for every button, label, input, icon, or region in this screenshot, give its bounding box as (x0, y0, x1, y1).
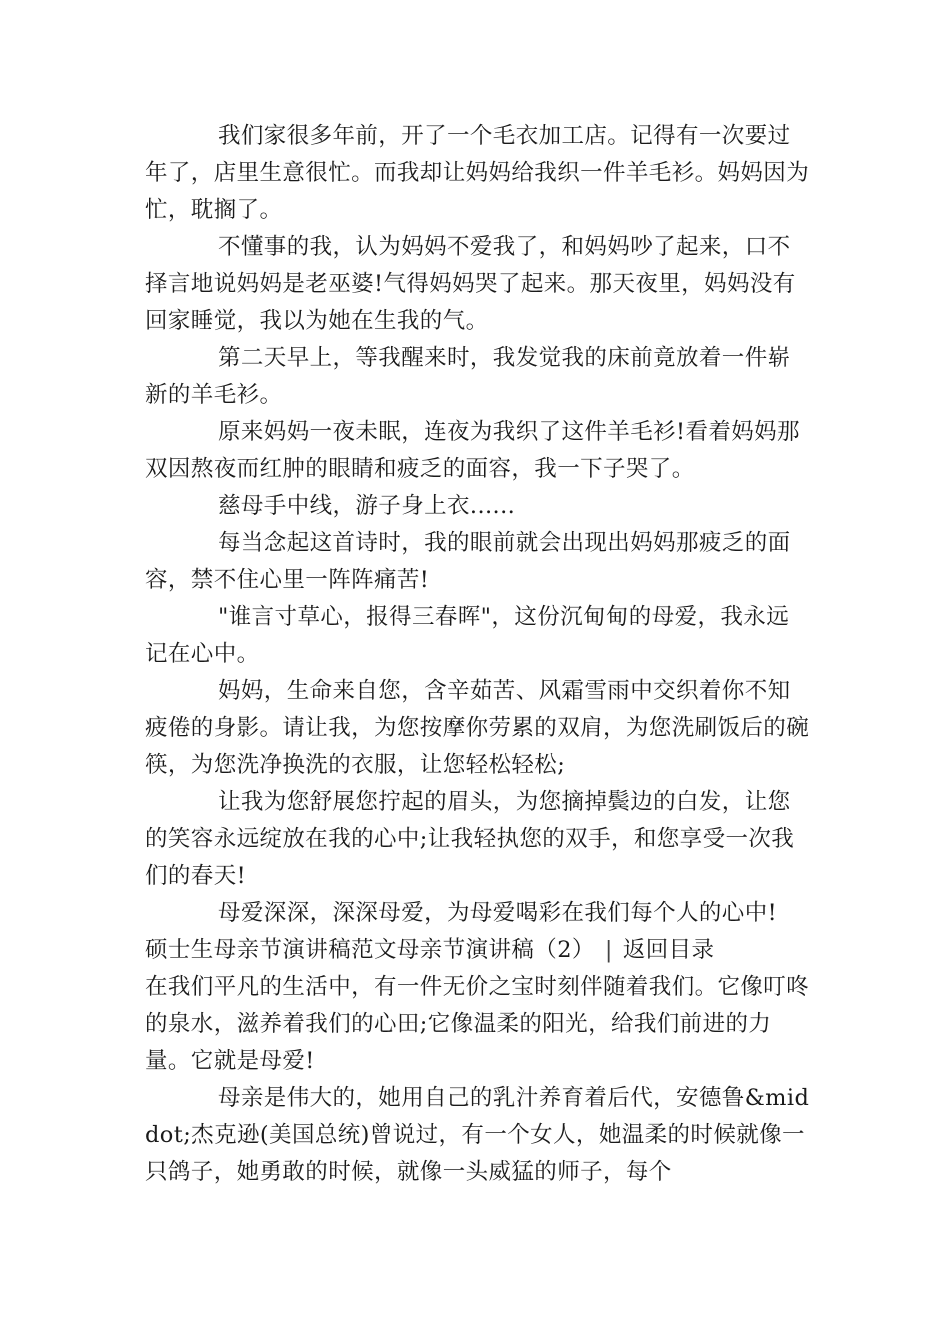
section-heading: 硕士生母亲节演讲稿范文母亲节演讲稿（2） (145, 937, 595, 963)
paragraph: 让我为您舒展您拧起的眉头，为您摘掉鬓边的白发，让您的笑容永远绽放在我的心中;让我轻执您的双手，和您享受一次我们的春天! (145, 789, 795, 889)
paragraph: 慈母手中线，游子身上衣...... (218, 493, 516, 519)
paragraph: 母爱深深，深深母爱，为母爱喝彩在我们每个人的心中! (218, 900, 778, 926)
paragraph: 我们家很多年前，开了一个毛衣加工店。记得有一次要过年了，店里生意很忙。而我却让妈妈给我织一件羊毛衫。妈妈因为忙，耽搁了。 (145, 123, 810, 223)
paragraph: 第二天早上，等我醒来时，我发觉我的床前竟放着一件崭新的羊毛衫。 (145, 345, 791, 408)
section-heading-line (145, 932, 810, 969)
paragraph: "谁言寸草心，报得三春晖"，这份沉甸甸的母爱，我永远记在心中。 (145, 604, 790, 667)
paragraph: 原来妈妈一夜未眠，连夜为我织了这件羊毛衫!看着妈妈那双因熬夜而红肿的眼睛和疲乏的面容，我一下子哭了。 (145, 419, 800, 482)
heading-divider: | (604, 937, 613, 963)
paragraph: 妈妈，生命来自您，含辛茹苦、风霜雪雨中交织着你不知疲倦的身影。请让我，为您按摩你劳累的双肩，为您洗刷饭后的碗筷，为您洗净换洗的衣服，让您轻松轻松; (145, 678, 810, 778)
paragraph: 母亲是伟大的，她用自己的乳汁养育着后代，安德鲁&middot;杰克逊(美国总统)曾说过，有一个女人，她温柔的时候就像一只鸽子，她勇敢的时候，就像一头威猛的师子，每个 (145, 1085, 810, 1185)
paragraph: 在我们平凡的生活中，有一件无价之宝时刻伴随着我们。它像叮咚的泉水，滋养着我们的心田;它像温柔的阳光，给我们前进的力量。它就是母爱! (145, 974, 810, 1074)
back-to-toc-link[interactable]: 返回目录 (622, 937, 715, 963)
paragraph: 每当念起这首诗时，我的眼前就会出现出妈妈那疲乏的面容，禁不住心里一阵阵痛苦! (145, 530, 791, 593)
paragraph: 不懂事的我，认为妈妈不爱我了，和妈妈吵了起来，口不择言地说妈妈是老巫婆!气得妈妈哭了起来。那天夜里，妈妈没有回家睡觉，我以为她在生我的气。 (145, 234, 796, 334)
document-body (145, 118, 810, 1191)
